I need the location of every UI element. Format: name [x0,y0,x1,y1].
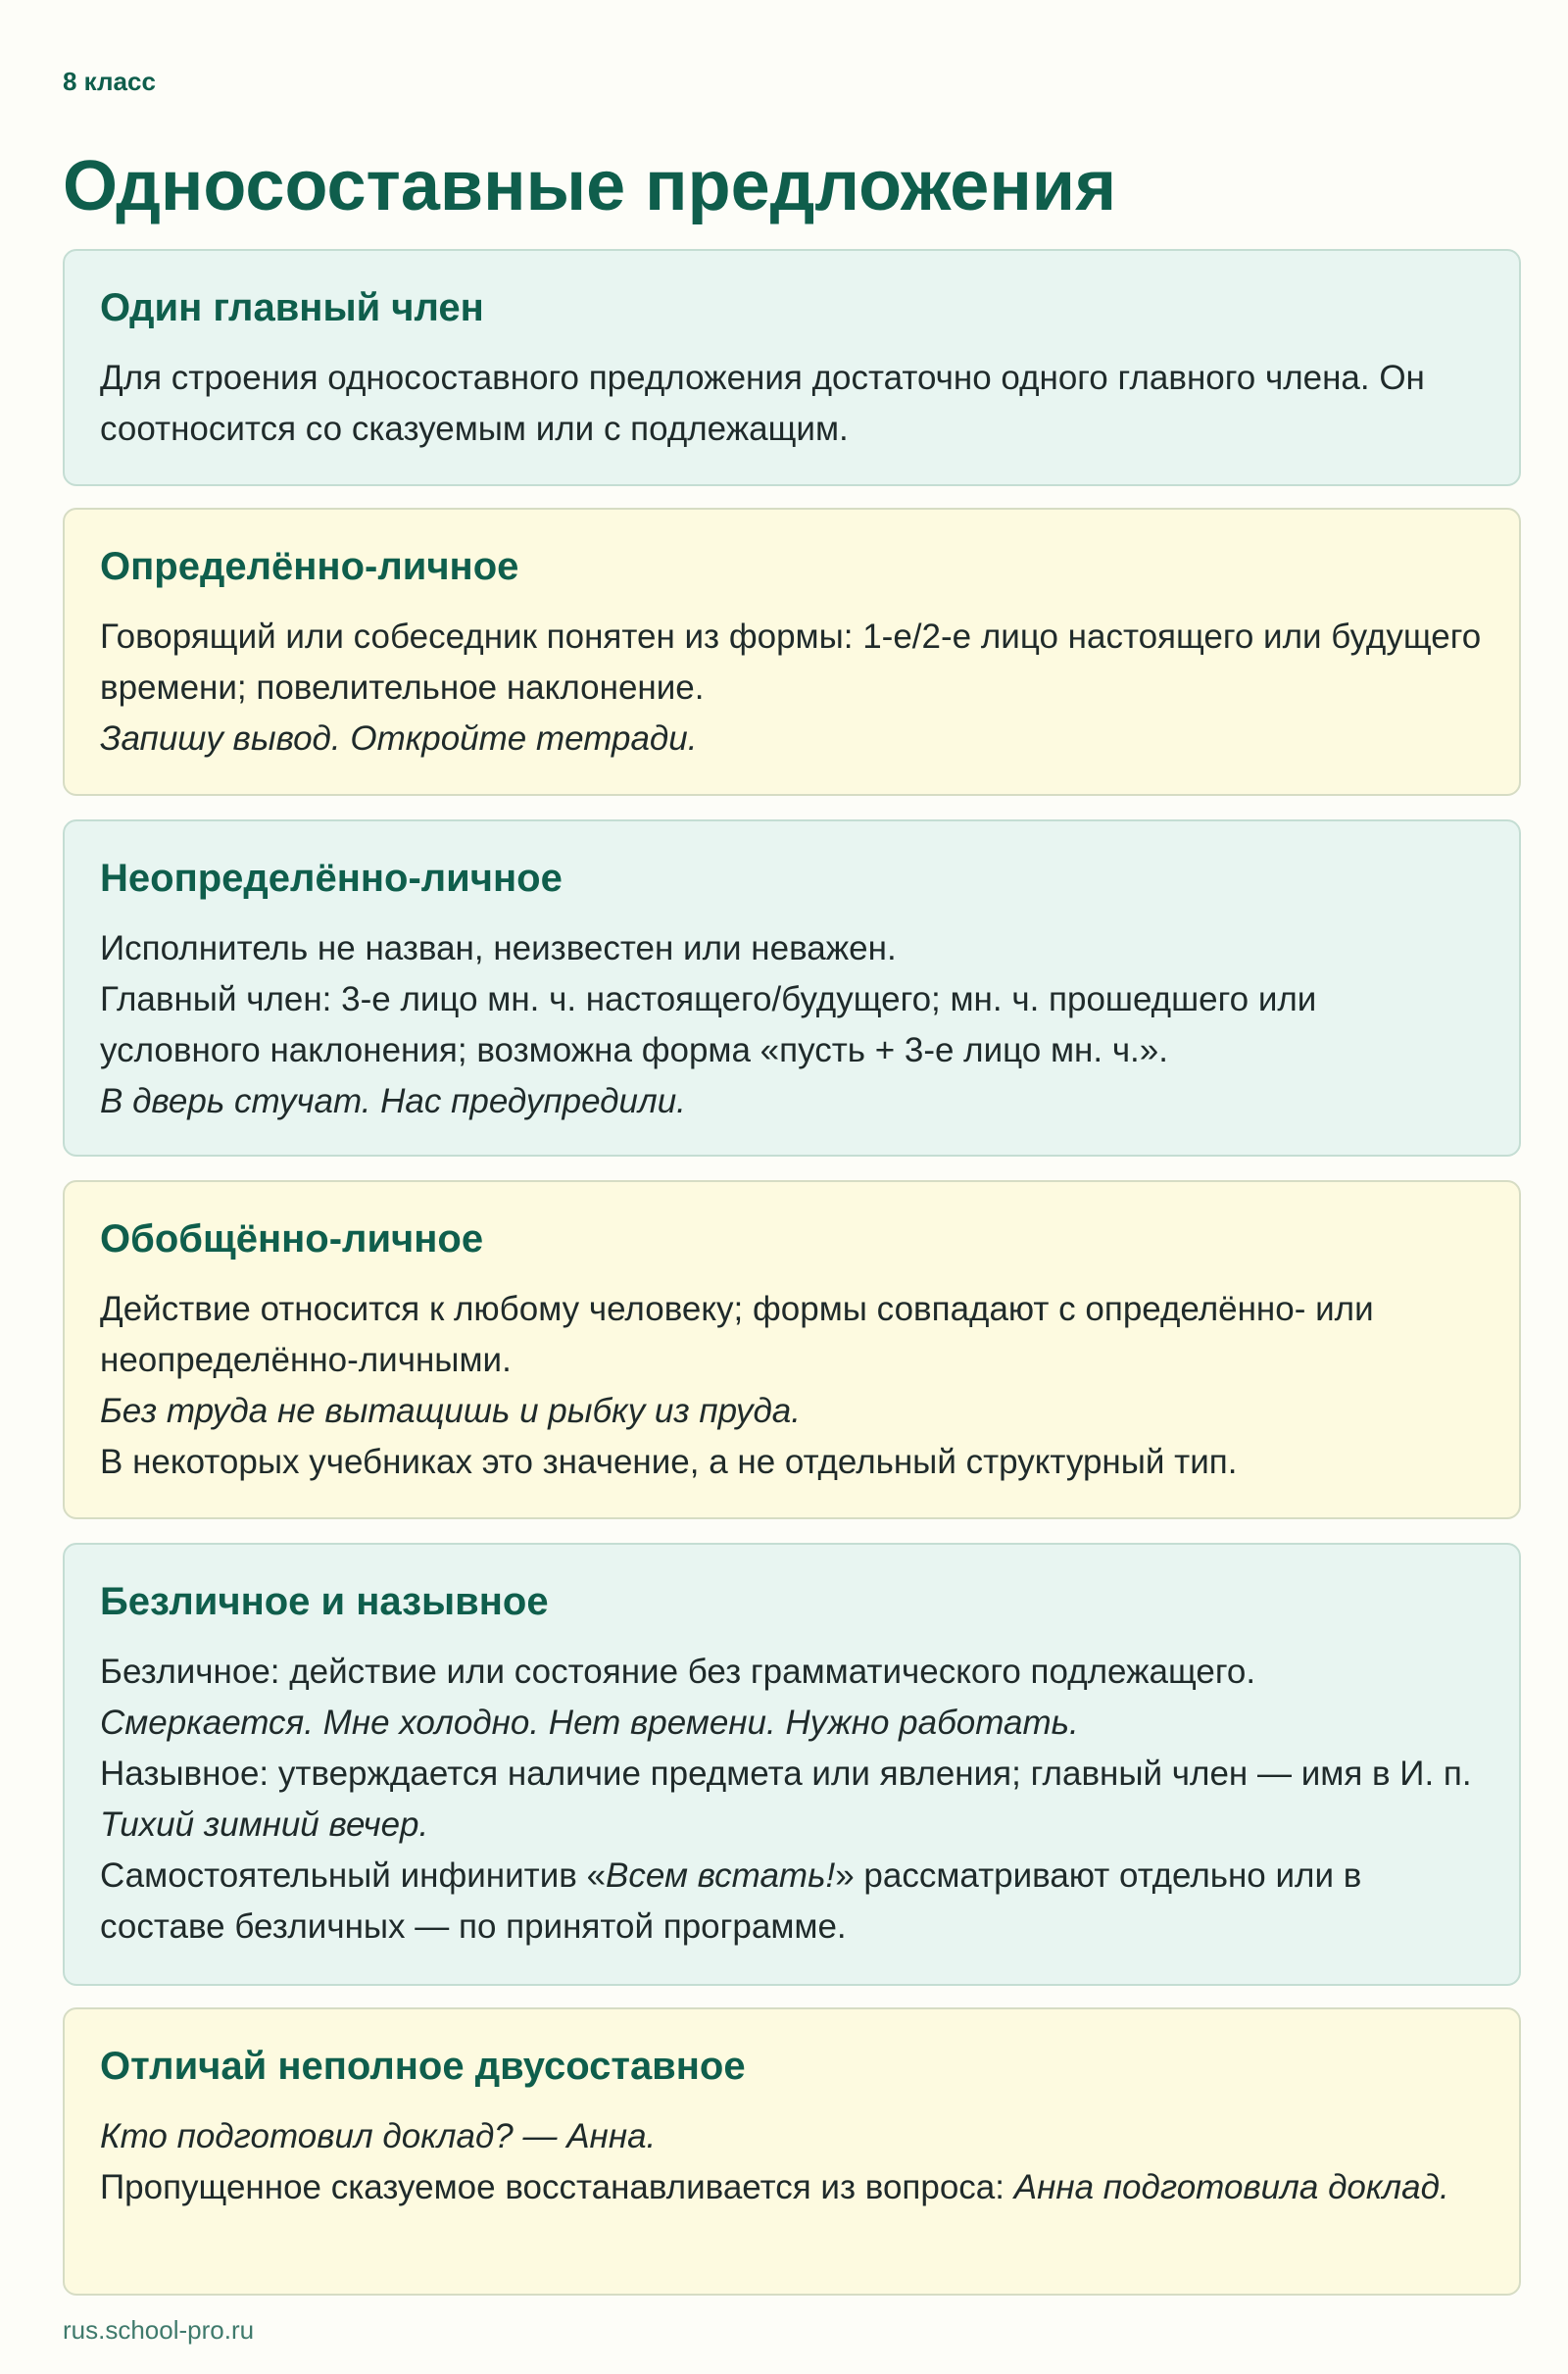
card-impersonal-nominative [63,1543,1521,1986]
card-heading: Неопределённо-личное [100,857,563,900]
page-title: Односоставные предложения [63,147,1117,225]
footer-site: rus.school-pro.ru [63,2315,255,2345]
card-text: Главный член: 3-е лицо мн. ч. настоящего/будущего; мн. ч. прошедшего или условного наклонения; возможна форма «пусть + 3-е лицо мн. ч.». [100,980,1317,1069]
card-body [100,1284,1484,1488]
grade-label: 8 класс [63,67,156,96]
card-example: Тихий зимний вечер. [100,1805,429,1844]
card-text: Говорящий или собеседник понятен из формы: 1-е/2-е лицо настоящего или будущего времени; повелительное наклонение. [100,618,1482,707]
card-text: В некоторых учебниках это значение, а не отдельный структурный тип. [100,1443,1238,1481]
card-definite-personal [63,508,1521,796]
card-heading: Определённо-личное [100,545,519,588]
card-text: Для строения односоставного предложения достаточно одного главного члена. Он соотносится со сказуемым или с подлежащим. [100,359,1425,448]
card-body [100,1647,1484,1953]
card-generalized-personal [63,1180,1521,1519]
card-example: Кто подготовил доклад? — Анна. [100,2117,657,2155]
card-text: Назывное: утверждается наличие предмета или явления; главный член — имя в И. п. Тихий зимний вечер. [100,1755,1472,1844]
card-body [100,923,1484,1127]
card-incomplete-two-part [63,2007,1521,2296]
card-heading: Отличай неполное двусоставное [100,2045,746,2088]
card-text: Действие относится к любому человеку; формы совпадают с определённо- или неопределённо-личными. [100,1290,1374,1379]
card-example: Всем встать! [606,1856,836,1895]
card-text: Пропущенное сказуемое восстанавливается из вопроса: Анна подготовила доклад. [100,2168,1449,2206]
card-heading: Обобщённо-личное [100,1217,484,1261]
card-text: Безличное: действие или состояние без грамматического подлежащего. [100,1653,1256,1691]
card-body [100,612,1484,765]
card-heading: Безличное и назывное [100,1580,549,1623]
card-indefinite-personal [63,819,1521,1157]
card-body [100,2111,1484,2213]
card-one-main-member [63,249,1521,486]
card-example: Анна подготовила доклад. [1013,2168,1449,2206]
card-heading: Один главный член [100,286,484,329]
card-body [100,353,1484,455]
card-text: Исполнитель не назван, неизвестен или неважен. [100,929,897,967]
card-text: Самостоятельный инфинитив «Всем встать!» рассматривают отдельно или в составе безличных — по принятой программе. [100,1856,1362,1946]
card-example: Смеркается. Мне холодно. Нет времени. Нужно работать. [100,1704,1079,1742]
card-example: Запишу вывод. Откройте тетради. [100,719,698,758]
card-example: Без труда не вытащишь и рыбку из пруда. [100,1392,801,1430]
card-example: В дверь стучат. Нас предупредили. [100,1082,686,1120]
